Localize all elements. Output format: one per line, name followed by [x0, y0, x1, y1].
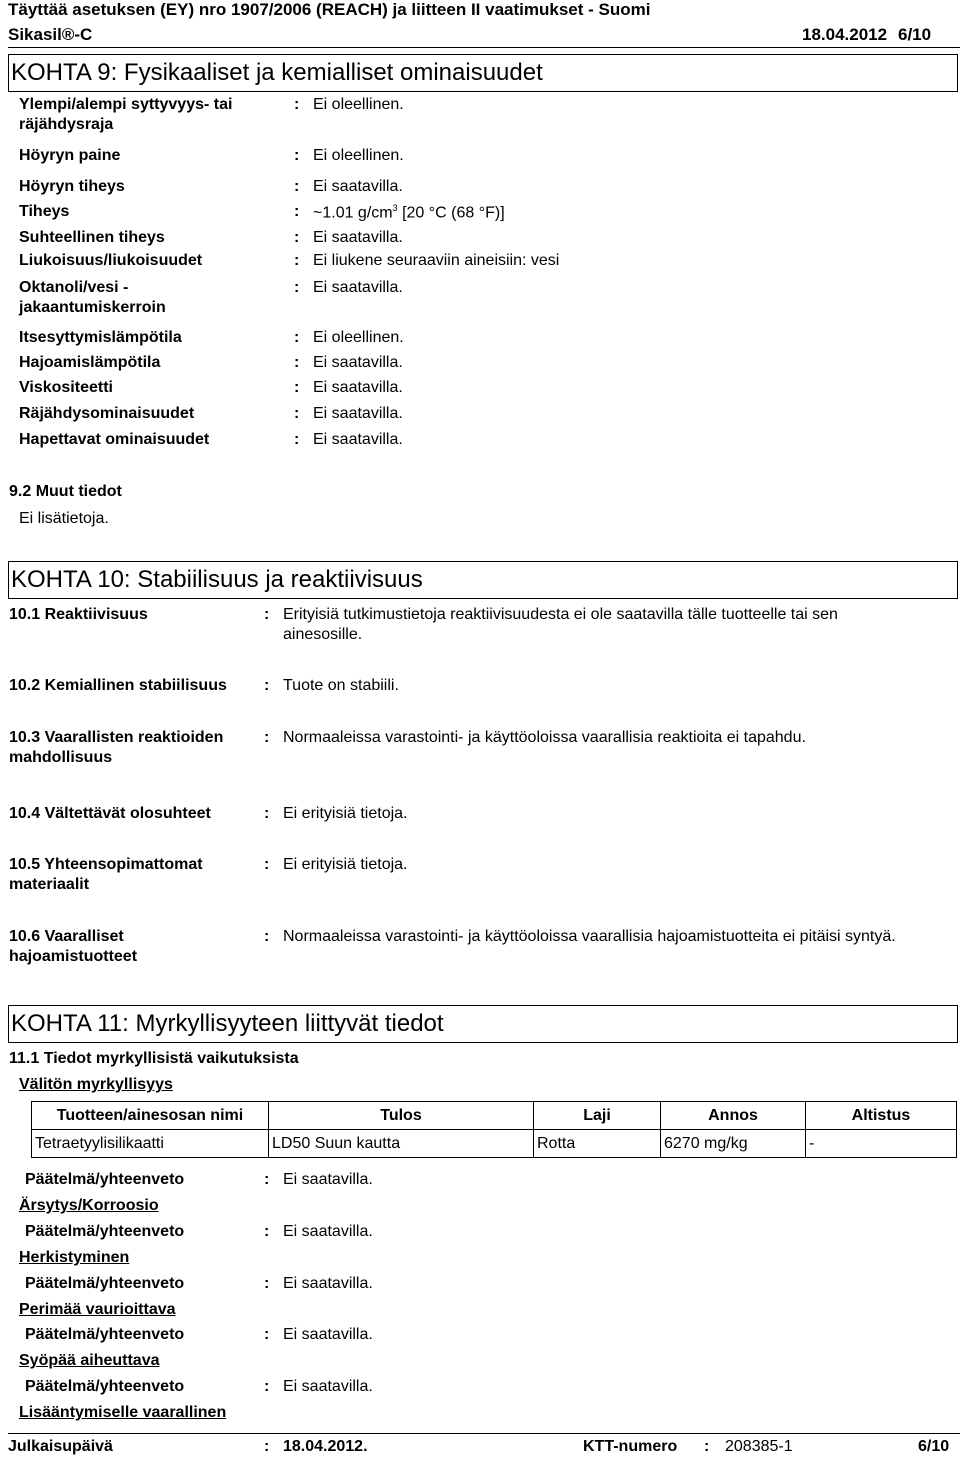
property-label: räjähdysraja	[19, 116, 114, 133]
reactivity-value: Ei erityisiä tietoja.	[283, 805, 408, 822]
conclusion-colon: :	[264, 1275, 270, 1292]
reactivity-value: Normaaleissa varastointi- ja käyttöoloissa vaarallisia hajoamistuotteita ei pitäisi syntyä.	[283, 928, 896, 945]
property-colon: :	[294, 405, 300, 422]
reactivity-label: mahdollisuus	[9, 749, 113, 766]
table-cell: -	[806, 1130, 957, 1158]
property-label: Viskositeetti	[19, 379, 113, 396]
property-value	[313, 405, 403, 423]
conclusion-value: Ei saatavilla.	[283, 1378, 373, 1395]
column-header: Annos	[661, 1102, 806, 1130]
property-label: jakaantumiskerroin	[19, 299, 166, 316]
section-11-heading: KOHTA 11: Myrkyllisyyteen liittyvät tiedot	[11, 1010, 444, 1037]
reactivity-label: 10.2 Kemiallinen stabiilisuus	[9, 677, 227, 694]
reactivity-colon: :	[264, 606, 270, 623]
conclusion-label: Päätelmä/yhteenveto	[25, 1223, 185, 1240]
property-colon: :	[294, 354, 300, 371]
property-value-text: Ei saatavilla.	[313, 405, 403, 422]
property-value-text: ~1.01 g/cm	[313, 204, 393, 222]
toxicity-group-title: Ärsytys/Korroosio	[19, 1197, 159, 1214]
reactivity-colon: :	[264, 677, 270, 694]
property-value-text: Ei saatavilla.	[313, 379, 403, 396]
column-header: Tuotteen/ainesosan nimi	[32, 1102, 269, 1130]
property-value-text: Ei saatavilla.	[313, 178, 403, 195]
property-label: Räjähdysominaisuudet	[19, 405, 195, 422]
property-value	[313, 96, 404, 114]
header-page: 6/10	[898, 25, 932, 44]
reactivity-value: Normaaleissa varastointi- ja käyttöoloissa vaarallisia reaktioita ei tapahdu.	[283, 729, 806, 746]
property-value	[313, 329, 404, 347]
footer-rule	[8, 1433, 960, 1434]
acute-toxicity-table	[31, 1101, 957, 1158]
table-row	[32, 1130, 957, 1158]
reactivity-value: Erityisiä tutkimustietoja reaktiivisuudesta ei ole saatavilla tälle tuotteelle tai sen	[283, 606, 838, 623]
product-name: Sikasil®-C	[8, 25, 93, 44]
column-header: Laji	[534, 1102, 661, 1130]
footer-colon: :	[264, 1438, 270, 1455]
property-label: Höyryn tiheys	[19, 178, 125, 195]
property-label: Tiheys	[19, 203, 70, 220]
footer-page: 6/10	[918, 1438, 950, 1455]
property-value	[313, 203, 505, 222]
conclusion-colon: :	[264, 1378, 270, 1395]
reactivity-value: Tuote on stabiili.	[283, 677, 399, 694]
property-value-text: Ei oleellinen.	[313, 147, 404, 164]
footer-colon: :	[704, 1438, 710, 1455]
property-value	[313, 279, 403, 297]
table-cell: 6270 mg/kg	[661, 1130, 806, 1158]
reactivity-label: 10.3 Vaarallisten reaktioiden	[9, 729, 224, 746]
toxicity-group-title: Lisääntymiselle vaarallinen	[19, 1404, 227, 1421]
toxicity-group-title: Perimää vaurioittava	[19, 1301, 176, 1318]
property-colon: :	[294, 178, 300, 195]
property-value-tail: [20 °C (68 °F)]	[397, 204, 505, 222]
table-cell: LD50 Suun kautta	[269, 1130, 534, 1158]
property-value-text: Ei saatavilla.	[313, 431, 403, 448]
conclusion-colon: :	[264, 1171, 270, 1188]
column-header: Altistus	[806, 1102, 957, 1130]
conclusion-value: Ei saatavilla.	[283, 1326, 373, 1343]
property-label: Itsesyttymislämpötila	[19, 329, 182, 346]
property-label: Oktanoli/vesi -	[19, 279, 129, 296]
conclusion-value: Ei saatavilla.	[283, 1275, 373, 1292]
property-value	[313, 252, 559, 270]
table-cell: Rotta	[534, 1130, 661, 1158]
reactivity-label: 10.5 Yhteensopimattomat	[9, 856, 203, 873]
reactivity-label: 10.6 Vaaralliset	[9, 928, 124, 945]
subsection-9-2-text: Ei lisätietoja.	[19, 510, 109, 527]
property-colon: :	[294, 431, 300, 448]
conclusion-label: Päätelmä/yhteenveto	[25, 1326, 185, 1343]
reactivity-value: ainesosille.	[283, 626, 363, 643]
reactivity-label: hajoamistuotteet	[9, 948, 138, 965]
footer-issue-date: 18.04.2012.	[283, 1438, 368, 1455]
property-value-superscript: 3	[392, 203, 398, 213]
column-header: Tulos	[269, 1102, 534, 1130]
property-label: Hapettavat ominaisuudet	[19, 431, 210, 448]
property-value	[313, 178, 403, 196]
property-label: Suhteellinen tiheys	[19, 229, 165, 246]
table-cell: Tetraetyylisilikaatti	[32, 1130, 269, 1158]
property-colon: :	[294, 279, 300, 296]
header-rule	[8, 47, 960, 48]
section-9-heading-box	[8, 54, 958, 92]
footer-sds-number-label: KTT-numero	[583, 1438, 678, 1455]
property-value	[313, 379, 403, 397]
property-label: Hajoamislämpötila	[19, 354, 161, 371]
reactivity-colon: :	[264, 856, 270, 873]
section-10-heading-box	[8, 561, 958, 599]
property-colon: :	[294, 252, 300, 269]
property-label: Höyryn paine	[19, 147, 121, 164]
property-colon: :	[294, 329, 300, 346]
property-colon: :	[294, 96, 300, 113]
reactivity-label: 10.4 Vältettävät olosuhteet	[9, 805, 211, 822]
property-value-text: Ei liukene seuraaviin aineisiin: vesi	[313, 252, 560, 269]
conclusion-label: Päätelmä/yhteenveto	[25, 1378, 185, 1395]
document-header-title: Täyttää asetuksen (EY) nro 1907/2006 (REACH) ja liitteen II vaatimukset - Suomi	[8, 0, 651, 19]
acute-toxicity-title: Välitön myrkyllisyys	[19, 1076, 173, 1093]
subsection-9-2-title: 9.2 Muut tiedot	[9, 483, 122, 500]
reactivity-colon: :	[264, 805, 270, 822]
property-value	[313, 147, 404, 165]
reactivity-colon: :	[264, 729, 270, 746]
reactivity-label: 10.1 Reaktiivisuus	[9, 606, 148, 623]
property-colon: :	[294, 203, 300, 220]
section-10-heading: KOHTA 10: Stabiilisuus ja reaktiivisuus	[11, 566, 423, 593]
toxicity-group-title: Herkistyminen	[19, 1249, 130, 1266]
property-value	[313, 229, 403, 247]
property-value-text: Ei saatavilla.	[313, 354, 403, 371]
property-value-text: Ei saatavilla.	[313, 229, 403, 246]
property-value-text: Ei oleellinen.	[313, 96, 404, 113]
property-colon: :	[294, 229, 300, 246]
subsection-11-1-title: 11.1 Tiedot myrkyllisistä vaikutuksista	[9, 1050, 299, 1067]
property-label: Ylempi/alempi syttyvyys- tai	[19, 96, 233, 113]
conclusion-value: Ei saatavilla.	[283, 1171, 373, 1188]
reactivity-value: Ei erityisiä tietoja.	[283, 856, 408, 873]
toxicity-group-title: Syöpää aiheuttava	[19, 1352, 160, 1369]
property-label: Liukoisuus/liukoisuudet	[19, 252, 203, 269]
property-colon: :	[294, 379, 300, 396]
reactivity-colon: :	[264, 928, 270, 945]
reactivity-label: materiaalit	[9, 876, 90, 893]
property-value	[313, 354, 403, 372]
property-value-text: Ei oleellinen.	[313, 329, 404, 346]
header-date: 18.04.2012	[802, 25, 888, 44]
conclusion-colon: :	[264, 1223, 270, 1240]
section-9-heading: KOHTA 9: Fysikaaliset ja kemialliset ominaisuudet	[11, 59, 543, 86]
conclusion-colon: :	[264, 1326, 270, 1343]
footer-issue-date-label: Julkaisupäivä	[8, 1438, 113, 1455]
section-11-heading-box	[8, 1005, 958, 1043]
property-value-text: Ei saatavilla.	[313, 279, 403, 296]
conclusion-label: Päätelmä/yhteenveto	[25, 1171, 185, 1188]
footer-sds-number: 208385-1	[725, 1438, 793, 1455]
property-value	[313, 431, 403, 449]
property-colon: :	[294, 147, 300, 164]
conclusion-label: Päätelmä/yhteenveto	[25, 1275, 185, 1292]
table-header-row	[32, 1102, 957, 1130]
conclusion-value: Ei saatavilla.	[283, 1223, 373, 1240]
